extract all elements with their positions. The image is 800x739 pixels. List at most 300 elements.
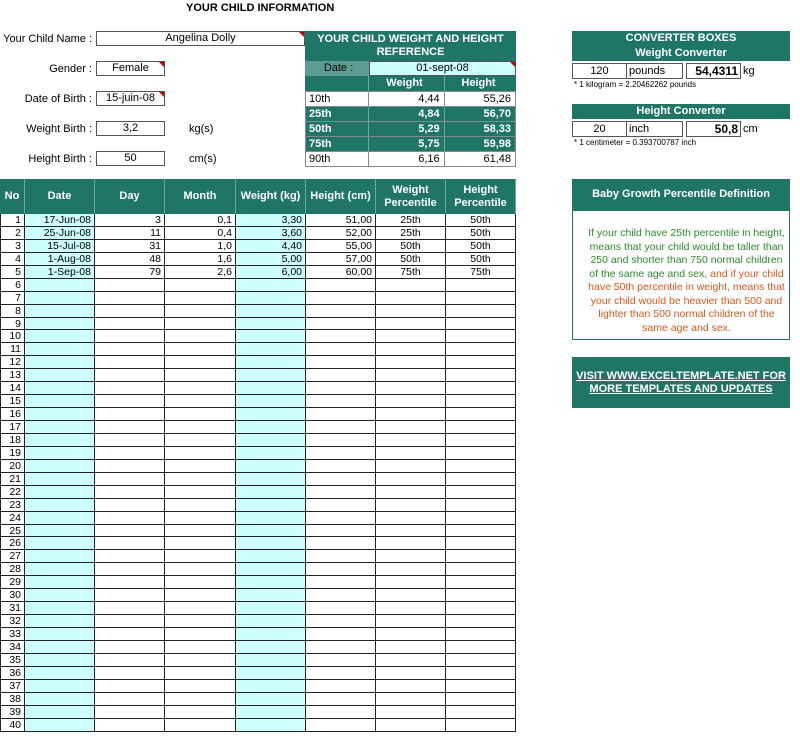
row-month[interactable]: [165, 628, 236, 641]
row-date[interactable]: [25, 693, 95, 706]
row-date[interactable]: [25, 292, 95, 305]
row-month[interactable]: [165, 563, 236, 576]
row-height-percentile[interactable]: [446, 279, 516, 292]
row-height-percentile[interactable]: [446, 369, 516, 382]
row-weight[interactable]: [236, 563, 306, 576]
row-day[interactable]: [95, 434, 165, 447]
row-day: 31: [95, 240, 165, 253]
weight-birth-input[interactable]: 3,2: [96, 121, 165, 136]
row-date[interactable]: [25, 318, 95, 331]
row-weight[interactable]: [236, 499, 306, 512]
row-height-percentile[interactable]: [446, 395, 516, 408]
row-date[interactable]: [25, 641, 95, 654]
row-height-percentile[interactable]: [446, 525, 516, 538]
row-weight[interactable]: 3,30: [236, 214, 306, 227]
row-date[interactable]: [25, 576, 95, 589]
reference-col-height: Height: [461, 77, 496, 89]
row-height[interactable]: [306, 434, 376, 447]
row-height-percentile[interactable]: [446, 330, 516, 343]
row-height[interactable]: [306, 641, 376, 654]
row-day[interactable]: [95, 525, 165, 538]
row-height[interactable]: [306, 589, 376, 602]
row-height[interactable]: [306, 719, 376, 732]
row-height-percentile[interactable]: [446, 693, 516, 706]
row-day[interactable]: [95, 486, 165, 499]
row-weight[interactable]: [236, 305, 306, 318]
row-weight-percentile[interactable]: [376, 382, 446, 395]
row-weight[interactable]: [236, 447, 306, 460]
row-weight-percentile[interactable]: [376, 563, 446, 576]
row-weight-percentile[interactable]: [376, 589, 446, 602]
height-birth-input[interactable]: 50: [96, 151, 165, 166]
row-day[interactable]: [95, 550, 165, 563]
row-no: 30: [0, 589, 25, 602]
row-weight-percentile[interactable]: [376, 680, 446, 693]
row-month[interactable]: [165, 382, 236, 395]
table-row: [0, 266, 516, 279]
row-date[interactable]: [25, 602, 95, 615]
row-month[interactable]: [165, 499, 236, 512]
row-day[interactable]: [95, 343, 165, 356]
row-height-percentile[interactable]: [446, 318, 516, 331]
row-date[interactable]: [25, 615, 95, 628]
row-weight-percentile[interactable]: [376, 434, 446, 447]
row-height-percentile[interactable]: [446, 343, 516, 356]
row-date[interactable]: [25, 628, 95, 641]
row-date[interactable]: [25, 589, 95, 602]
row-height[interactable]: 60,00: [306, 266, 376, 279]
row-weight-percentile[interactable]: [376, 473, 446, 486]
row-month[interactable]: [165, 550, 236, 563]
row-date[interactable]: [25, 512, 95, 525]
row-date[interactable]: [25, 343, 95, 356]
row-weight[interactable]: [236, 654, 306, 667]
row-no: 39: [0, 706, 25, 719]
row-day[interactable]: [95, 369, 165, 382]
row-date[interactable]: [25, 563, 95, 576]
row-height-percentile[interactable]: [446, 706, 516, 719]
row-month[interactable]: [165, 369, 236, 382]
reference-percentile: 90th: [306, 152, 369, 166]
growth-table: [0, 179, 516, 732]
row-date[interactable]: [25, 279, 95, 292]
row-height-percentile[interactable]: [446, 356, 516, 369]
row-height[interactable]: [306, 369, 376, 382]
row-day[interactable]: [95, 576, 165, 589]
child-name-input[interactable]: Angelina Dolly: [96, 31, 305, 46]
row-height-percentile[interactable]: [446, 292, 516, 305]
row-height-percentile[interactable]: [446, 486, 516, 499]
row-weight[interactable]: [236, 576, 306, 589]
row-month: 0,1: [165, 214, 236, 227]
row-weight[interactable]: [236, 615, 306, 628]
row-month[interactable]: [165, 356, 236, 369]
row-weight[interactable]: [236, 512, 306, 525]
row-weight-percentile[interactable]: [376, 330, 446, 343]
row-height-percentile[interactable]: [446, 421, 516, 434]
row-height[interactable]: 51,00: [306, 214, 376, 227]
row-day[interactable]: [95, 602, 165, 615]
row-weight[interactable]: [236, 318, 306, 331]
row-weight-percentile[interactable]: [376, 693, 446, 706]
row-month: 0,4: [165, 227, 236, 240]
row-date[interactable]: [25, 537, 95, 550]
row-weight[interactable]: [236, 628, 306, 641]
reference-header: YOUR CHILD WEIGHT AND HEIGHT REFERENCE: [305, 31, 516, 61]
row-weight[interactable]: [236, 486, 306, 499]
row-height[interactable]: [306, 421, 376, 434]
height-converter-row: [572, 121, 790, 137]
row-date[interactable]: 17-Jun-08: [25, 214, 95, 227]
row-date[interactable]: [25, 305, 95, 318]
table-row: [0, 602, 516, 615]
row-month[interactable]: [165, 641, 236, 654]
row-day[interactable]: [95, 305, 165, 318]
row-date[interactable]: [25, 719, 95, 732]
row-month[interactable]: [165, 654, 236, 667]
row-weight[interactable]: [236, 537, 306, 550]
row-month[interactable]: [165, 305, 236, 318]
row-weight-percentile[interactable]: [376, 421, 446, 434]
row-weight[interactable]: 6,00: [236, 266, 306, 279]
row-day[interactable]: [95, 473, 165, 486]
row-weight-percentile[interactable]: [376, 408, 446, 421]
row-date[interactable]: [25, 447, 95, 460]
row-weight[interactable]: [236, 525, 306, 538]
row-month[interactable]: [165, 343, 236, 356]
row-height[interactable]: [306, 667, 376, 680]
row-height-percentile[interactable]: [446, 602, 516, 615]
row-height[interactable]: [306, 706, 376, 719]
row-weight-percentile[interactable]: [376, 641, 446, 654]
row-height[interactable]: [306, 343, 376, 356]
row-height[interactable]: [306, 693, 376, 706]
row-weight-percentile[interactable]: [376, 537, 446, 550]
row-day[interactable]: [95, 292, 165, 305]
row-weight-percentile[interactable]: [376, 486, 446, 499]
row-weight[interactable]: [236, 667, 306, 680]
row-no: 32: [0, 615, 25, 628]
header-date: Date: [25, 179, 95, 214]
row-height-percentile[interactable]: [446, 667, 516, 680]
row-height[interactable]: [306, 654, 376, 667]
row-height-percentile[interactable]: [446, 473, 516, 486]
reference-date-input[interactable]: 01-sept-08: [369, 61, 516, 76]
row-weight[interactable]: [236, 550, 306, 563]
row-date[interactable]: [25, 499, 95, 512]
row-day[interactable]: [95, 680, 165, 693]
weight-birth-unit: kg(s): [189, 123, 214, 135]
row-height[interactable]: [306, 680, 376, 693]
row-height-percentile[interactable]: [446, 382, 516, 395]
row-weight[interactable]: 4,40: [236, 240, 306, 253]
row-weight-percentile[interactable]: [376, 343, 446, 356]
row-day[interactable]: [95, 693, 165, 706]
row-height-percentile[interactable]: [446, 576, 516, 589]
row-weight[interactable]: [236, 706, 306, 719]
row-height[interactable]: [306, 330, 376, 343]
row-height-percentile[interactable]: [446, 512, 516, 525]
table-row: [0, 576, 516, 589]
row-month[interactable]: [165, 486, 236, 499]
row-day[interactable]: [95, 512, 165, 525]
row-height[interactable]: [306, 279, 376, 292]
row-month[interactable]: [165, 525, 236, 538]
row-day[interactable]: [95, 408, 165, 421]
table-row: [0, 292, 516, 305]
row-day[interactable]: [95, 421, 165, 434]
row-weight[interactable]: [236, 408, 306, 421]
row-weight-percentile[interactable]: [376, 279, 446, 292]
row-date[interactable]: [25, 395, 95, 408]
weight-converter-result: 54,4311: [686, 63, 741, 79]
row-weight-percentile[interactable]: [376, 292, 446, 305]
row-height[interactable]: [306, 512, 376, 525]
row-weight[interactable]: [236, 434, 306, 447]
row-date[interactable]: 1-Sep-08: [25, 266, 95, 279]
row-date[interactable]: [25, 356, 95, 369]
row-weight-percentile[interactable]: [376, 615, 446, 628]
row-height-percentile[interactable]: [446, 589, 516, 602]
row-height[interactable]: [306, 292, 376, 305]
row-day[interactable]: [95, 589, 165, 602]
row-date[interactable]: [25, 408, 95, 421]
row-weight[interactable]: [236, 343, 306, 356]
row-date[interactable]: [25, 550, 95, 563]
row-height[interactable]: 52,00: [306, 227, 376, 240]
row-height[interactable]: [306, 473, 376, 486]
row-height[interactable]: [306, 382, 376, 395]
row-height[interactable]: [306, 537, 376, 550]
row-month[interactable]: [165, 680, 236, 693]
row-day[interactable]: [95, 330, 165, 343]
row-height-percentile: 50th: [446, 227, 516, 240]
row-height-percentile[interactable]: [446, 408, 516, 421]
header-month: Month: [165, 179, 236, 214]
row-month[interactable]: [165, 460, 236, 473]
visit-link[interactable]: VISIT WWW.EXCELTEMPLATE.NET FOR MORE TEMPLATES AND UPDATES: [572, 357, 790, 408]
row-weight-percentile[interactable]: [376, 706, 446, 719]
row-day[interactable]: [95, 719, 165, 732]
row-day[interactable]: [95, 279, 165, 292]
reference-weight: 4,44: [369, 92, 444, 106]
row-weight[interactable]: [236, 330, 306, 343]
row-month[interactable]: [165, 330, 236, 343]
row-height[interactable]: [306, 447, 376, 460]
row-height[interactable]: 55,00: [306, 240, 376, 253]
row-weight-percentile[interactable]: [376, 395, 446, 408]
row-day[interactable]: [95, 447, 165, 460]
row-month[interactable]: [165, 706, 236, 719]
row-height-percentile[interactable]: [446, 550, 516, 563]
row-date[interactable]: [25, 460, 95, 473]
row-weight[interactable]: 3,60: [236, 227, 306, 240]
row-weight[interactable]: [236, 641, 306, 654]
row-month[interactable]: [165, 292, 236, 305]
row-month[interactable]: [165, 318, 236, 331]
row-height-percentile[interactable]: [446, 499, 516, 512]
row-date[interactable]: 1-Aug-08: [25, 253, 95, 266]
row-weight-percentile[interactable]: [376, 654, 446, 667]
row-month[interactable]: [165, 667, 236, 680]
row-month[interactable]: [165, 589, 236, 602]
dob-input[interactable]: 15-juin-08: [96, 91, 165, 106]
gender-input[interactable]: Female: [96, 61, 165, 76]
row-weight-percentile[interactable]: [376, 447, 446, 460]
row-weight[interactable]: [236, 589, 306, 602]
row-day[interactable]: [95, 537, 165, 550]
row-month[interactable]: [165, 447, 236, 460]
row-date[interactable]: [25, 369, 95, 382]
row-day[interactable]: [95, 318, 165, 331]
row-height[interactable]: [306, 408, 376, 421]
row-weight-percentile[interactable]: [376, 356, 446, 369]
row-weight-percentile[interactable]: [376, 602, 446, 615]
row-date[interactable]: [25, 486, 95, 499]
row-height[interactable]: [306, 563, 376, 576]
row-weight-percentile: 25th: [376, 227, 446, 240]
row-height[interactable]: [306, 615, 376, 628]
row-weight[interactable]: 5,00: [236, 253, 306, 266]
row-no: 6: [0, 279, 25, 292]
row-day[interactable]: [95, 628, 165, 641]
row-weight-percentile[interactable]: [376, 318, 446, 331]
row-weight[interactable]: [236, 279, 306, 292]
row-weight[interactable]: [236, 460, 306, 473]
row-date[interactable]: 25-Jun-08: [25, 227, 95, 240]
row-weight-percentile[interactable]: [376, 576, 446, 589]
row-day[interactable]: [95, 356, 165, 369]
row-month[interactable]: [165, 602, 236, 615]
reference-date-row: [305, 61, 516, 76]
row-weight[interactable]: [236, 395, 306, 408]
row-date[interactable]: [25, 706, 95, 719]
row-date[interactable]: [25, 667, 95, 680]
row-date[interactable]: [25, 654, 95, 667]
row-weight[interactable]: [236, 693, 306, 706]
row-month[interactable]: [165, 693, 236, 706]
row-day[interactable]: [95, 615, 165, 628]
row-weight-percentile[interactable]: [376, 667, 446, 680]
row-month[interactable]: [165, 512, 236, 525]
row-date[interactable]: [25, 434, 95, 447]
row-weight-percentile[interactable]: [376, 525, 446, 538]
table-row: [0, 693, 516, 706]
row-height[interactable]: [306, 602, 376, 615]
row-date[interactable]: [25, 525, 95, 538]
row-height[interactable]: [306, 576, 376, 589]
row-day[interactable]: [95, 460, 165, 473]
row-weight-percentile[interactable]: [376, 512, 446, 525]
row-height[interactable]: [306, 550, 376, 563]
row-height[interactable]: [306, 486, 376, 499]
row-height[interactable]: [306, 628, 376, 641]
row-height[interactable]: 57,00: [306, 253, 376, 266]
row-month[interactable]: [165, 279, 236, 292]
row-weight[interactable]: [236, 382, 306, 395]
row-weight-percentile[interactable]: [376, 305, 446, 318]
row-month[interactable]: [165, 576, 236, 589]
row-weight[interactable]: [236, 292, 306, 305]
definition-text-height: If your child have 25th percentile in height, means that your child would be taller than 250 and shorter than 750 normal children of the same age and sex,: [588, 227, 785, 280]
row-height-percentile[interactable]: [446, 628, 516, 641]
row-day[interactable]: [95, 667, 165, 680]
row-day[interactable]: [95, 382, 165, 395]
row-height[interactable]: [306, 460, 376, 473]
row-month[interactable]: [165, 473, 236, 486]
row-day[interactable]: [95, 499, 165, 512]
row-weight-percentile[interactable]: [376, 369, 446, 382]
row-month[interactable]: [165, 421, 236, 434]
row-date[interactable]: 15-Jul-08: [25, 240, 95, 253]
row-weight[interactable]: [236, 356, 306, 369]
row-height-percentile[interactable]: [446, 434, 516, 447]
header-day: Day: [95, 179, 165, 214]
row-weight[interactable]: [236, 719, 306, 732]
row-day[interactable]: [95, 641, 165, 654]
row-day[interactable]: [95, 563, 165, 576]
row-height[interactable]: [306, 305, 376, 318]
row-month[interactable]: [165, 434, 236, 447]
row-weight-percentile[interactable]: [376, 550, 446, 563]
row-weight[interactable]: [236, 473, 306, 486]
reference-height: 55,26: [483, 93, 511, 105]
row-weight[interactable]: [236, 602, 306, 615]
row-height-percentile[interactable]: [446, 305, 516, 318]
row-date[interactable]: [25, 382, 95, 395]
row-height[interactable]: [306, 525, 376, 538]
row-height[interactable]: [306, 395, 376, 408]
row-height[interactable]: [306, 318, 376, 331]
row-height-percentile[interactable]: [446, 563, 516, 576]
row-weight[interactable]: [236, 680, 306, 693]
row-month[interactable]: [165, 615, 236, 628]
row-date[interactable]: [25, 473, 95, 486]
row-height[interactable]: [306, 356, 376, 369]
height-converter-input[interactable]: 20: [572, 121, 627, 137]
row-month[interactable]: [165, 719, 236, 732]
row-height-percentile[interactable]: [446, 654, 516, 667]
row-weight-percentile[interactable]: [376, 628, 446, 641]
row-day[interactable]: [95, 395, 165, 408]
reference-height: 61,48: [483, 153, 511, 165]
row-date[interactable]: [25, 330, 95, 343]
row-height-percentile[interactable]: [446, 460, 516, 473]
row-height-percentile[interactable]: [446, 680, 516, 693]
row-date[interactable]: [25, 421, 95, 434]
row-date[interactable]: [25, 680, 95, 693]
weight-converter-input[interactable]: 120: [572, 63, 627, 79]
row-day[interactable]: [95, 706, 165, 719]
row-height-percentile[interactable]: [446, 447, 516, 460]
header-weight: Weight (kg): [236, 179, 306, 214]
row-height-percentile[interactable]: [446, 641, 516, 654]
row-month[interactable]: [165, 395, 236, 408]
row-month[interactable]: [165, 537, 236, 550]
row-day[interactable]: [95, 654, 165, 667]
row-weight-percentile[interactable]: [376, 460, 446, 473]
row-height-percentile[interactable]: [446, 719, 516, 732]
row-weight-percentile[interactable]: [376, 719, 446, 732]
row-height-percentile[interactable]: [446, 615, 516, 628]
row-height-percentile[interactable]: [446, 537, 516, 550]
row-month[interactable]: [165, 408, 236, 421]
row-weight[interactable]: [236, 369, 306, 382]
row-weight[interactable]: [236, 421, 306, 434]
row-weight-percentile[interactable]: [376, 499, 446, 512]
row-no: 40: [0, 719, 25, 732]
row-height[interactable]: [306, 499, 376, 512]
